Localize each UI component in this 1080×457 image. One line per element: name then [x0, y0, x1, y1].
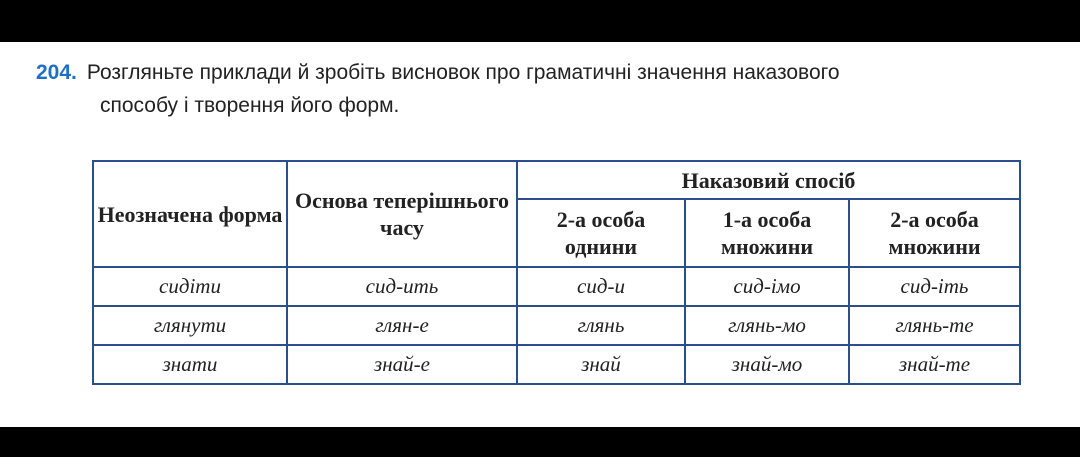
- header-1st-plural: 1-а особа множини: [685, 199, 849, 267]
- textbook-page: [0, 42, 1080, 427]
- header-2nd-singular: 2-а особа однини: [517, 199, 685, 267]
- table-cell: знай-те: [849, 345, 1020, 384]
- table-cell: глянути: [93, 306, 287, 345]
- table-cell: знай-мо: [685, 345, 849, 384]
- table-cell: сид-ить: [287, 267, 517, 306]
- table-cell: глян-е: [287, 306, 517, 345]
- table-cell: сид-іть: [849, 267, 1020, 306]
- table-cell: глянь-те: [849, 306, 1020, 345]
- table-cell: знай-е: [287, 345, 517, 384]
- header-2nd-plural: 2-а особа множини: [849, 199, 1020, 267]
- exercise-prompt: [36, 56, 1046, 122]
- header-present-stem: Основа теперішнього часу: [287, 161, 517, 267]
- table-row: [93, 306, 1020, 345]
- table-row: [93, 345, 1020, 384]
- table-cell: сид-імо: [685, 267, 849, 306]
- exercise-number: 204.: [36, 61, 77, 84]
- table-cell: знати: [93, 345, 287, 384]
- table-cell: глянь-мо: [685, 306, 849, 345]
- imperative-mood-table: [92, 160, 1021, 385]
- table-cell: глянь: [517, 306, 685, 345]
- exercise-text-line2: способу і творення його форм.: [100, 94, 400, 117]
- header-infinitive: Неозначена форма: [93, 161, 287, 267]
- exercise-text-line1: Розгляньте приклади й зробіть висновок про граматичні значення наказового: [86, 61, 840, 84]
- header-imperative-mood: Наказовий спосіб: [517, 161, 1020, 199]
- table-cell: знай: [517, 345, 685, 384]
- table-row: [93, 267, 1020, 306]
- table-cell: сидіти: [93, 267, 287, 306]
- table-cell: сид-и: [517, 267, 685, 306]
